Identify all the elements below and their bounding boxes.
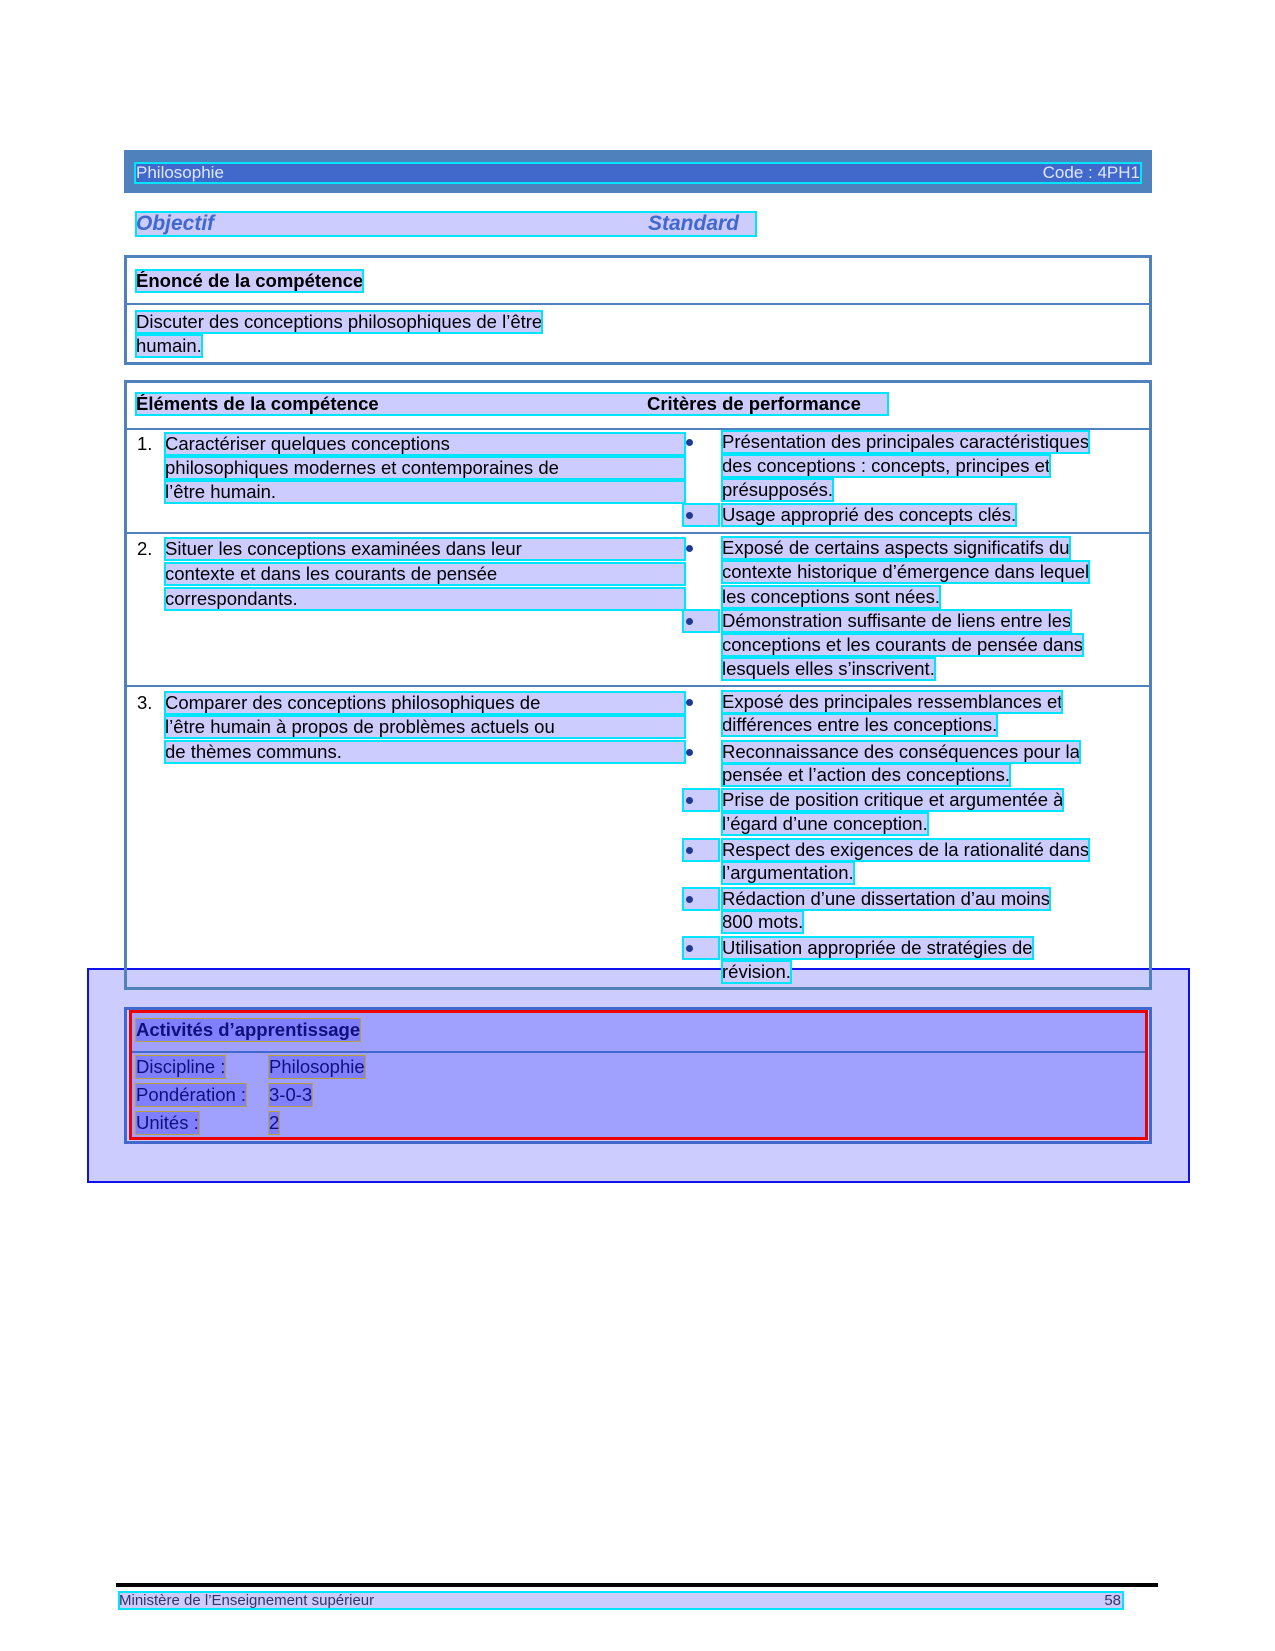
- criterion-line: conceptions et les courants de pensée dans: [722, 634, 1083, 655]
- standard-label: Standard: [648, 212, 740, 235]
- activity-label: Pondération :: [136, 1084, 247, 1105]
- criterion-line: contexte historique d’émergence dans lequel: [722, 561, 1090, 582]
- activity-value: 3-0-3: [269, 1084, 313, 1105]
- element-number: 3.: [137, 692, 153, 713]
- criterion-line: Utilisation appropriée de stratégies de: [722, 937, 1033, 958]
- element-number: 1.: [137, 433, 153, 454]
- criterion-line: Présentation des principales caractéristiques: [722, 431, 1090, 452]
- criterion-line: Reconnaissance des conséquences pour la: [722, 741, 1080, 762]
- bullet-icon: [686, 847, 693, 854]
- criterion-line: Usage approprié des concepts clés.: [722, 504, 1017, 525]
- criterion-line: des conceptions : concepts, principes et: [722, 455, 1051, 476]
- bullet-icon: [686, 896, 693, 903]
- element-line: Comparer des conceptions philosophiques de: [165, 692, 685, 714]
- statement-line: Discuter des conceptions philosophiques de l’être: [136, 311, 543, 332]
- element-line: l’être humain à propos de problèmes actuels ou: [165, 716, 685, 738]
- criterion-line: Démonstration suffisante de liens entre les: [722, 610, 1072, 631]
- activities-heading: Activités d’apprentissage: [136, 1019, 361, 1040]
- objective-standard-row: [136, 212, 756, 236]
- criterion-line: Exposé de certains aspects significatifs du: [722, 537, 1070, 558]
- course-header-bar: [124, 150, 1152, 193]
- bullet-icon: [686, 618, 693, 625]
- bullet-icon: [686, 945, 693, 952]
- element-line: correspondants.: [165, 588, 685, 610]
- course-title: Philosophie: [136, 163, 224, 182]
- criterion-line: lesquels elles s’inscrivent.: [722, 658, 935, 679]
- activity-label: Discipline :: [136, 1056, 226, 1077]
- element-line: Situer les conceptions examinées dans leur: [165, 538, 685, 560]
- activity-label: Unités :: [136, 1112, 199, 1133]
- criterion-line: différences entre les conceptions.: [722, 714, 998, 735]
- criteria-heading: Critères de performance: [647, 393, 861, 414]
- footer-page-number: 58: [1104, 1592, 1121, 1609]
- footer-ministry: Ministère de l’Enseignement supérieur: [119, 1592, 375, 1609]
- activity-value: Philosophie: [269, 1056, 365, 1077]
- course-code: Code : 4PH1: [1042, 163, 1140, 182]
- elements-heading-row: [136, 393, 888, 415]
- criterion-line: Rédaction d’une dissertation d’au moins: [722, 888, 1051, 909]
- element-number: 2.: [137, 538, 153, 559]
- activity-value: 2: [269, 1112, 280, 1133]
- criterion-line: l’égard d’une conception.: [722, 813, 928, 834]
- bullet-icon: [686, 699, 693, 706]
- criterion-line: pensée et l’action des conceptions.: [722, 764, 1010, 785]
- bullet-icon: [686, 797, 693, 804]
- elements-heading: Éléments de la compétence: [136, 393, 379, 414]
- objective-label: Objectif: [136, 212, 215, 235]
- element-line: contexte et dans les courants de pensée: [165, 563, 685, 585]
- bullet-icon: [686, 512, 693, 519]
- statement-heading: Énoncé de la compétence: [136, 270, 364, 291]
- bullet-icon: [686, 439, 693, 446]
- statement-line: humain.: [136, 335, 202, 356]
- element-line: l’être humain.: [165, 481, 685, 503]
- bullet-icon: [686, 749, 693, 756]
- criterion-line: les conceptions sont nées.: [722, 586, 941, 607]
- criterion-line: révision.: [722, 961, 791, 982]
- criterion-line: 800 mots.: [722, 911, 804, 932]
- criterion-line: l’argumentation.: [722, 862, 854, 883]
- footer-rule: [116, 1583, 1158, 1587]
- element-line: de thèmes communs.: [165, 741, 685, 763]
- criterion-line: présupposés.: [722, 479, 834, 500]
- element-line: Caractériser quelques conceptions: [165, 433, 685, 455]
- footer: [119, 1592, 1123, 1609]
- criterion-line: Prise de position critique et argumentée à: [722, 789, 1064, 810]
- element-line: philosophiques modernes et contemporaines de: [165, 457, 685, 479]
- criterion-line: Respect des exigences de la rationalité dans: [722, 839, 1090, 860]
- criterion-line: Exposé des principales ressemblances et: [722, 691, 1063, 712]
- bullet-icon: [686, 545, 693, 552]
